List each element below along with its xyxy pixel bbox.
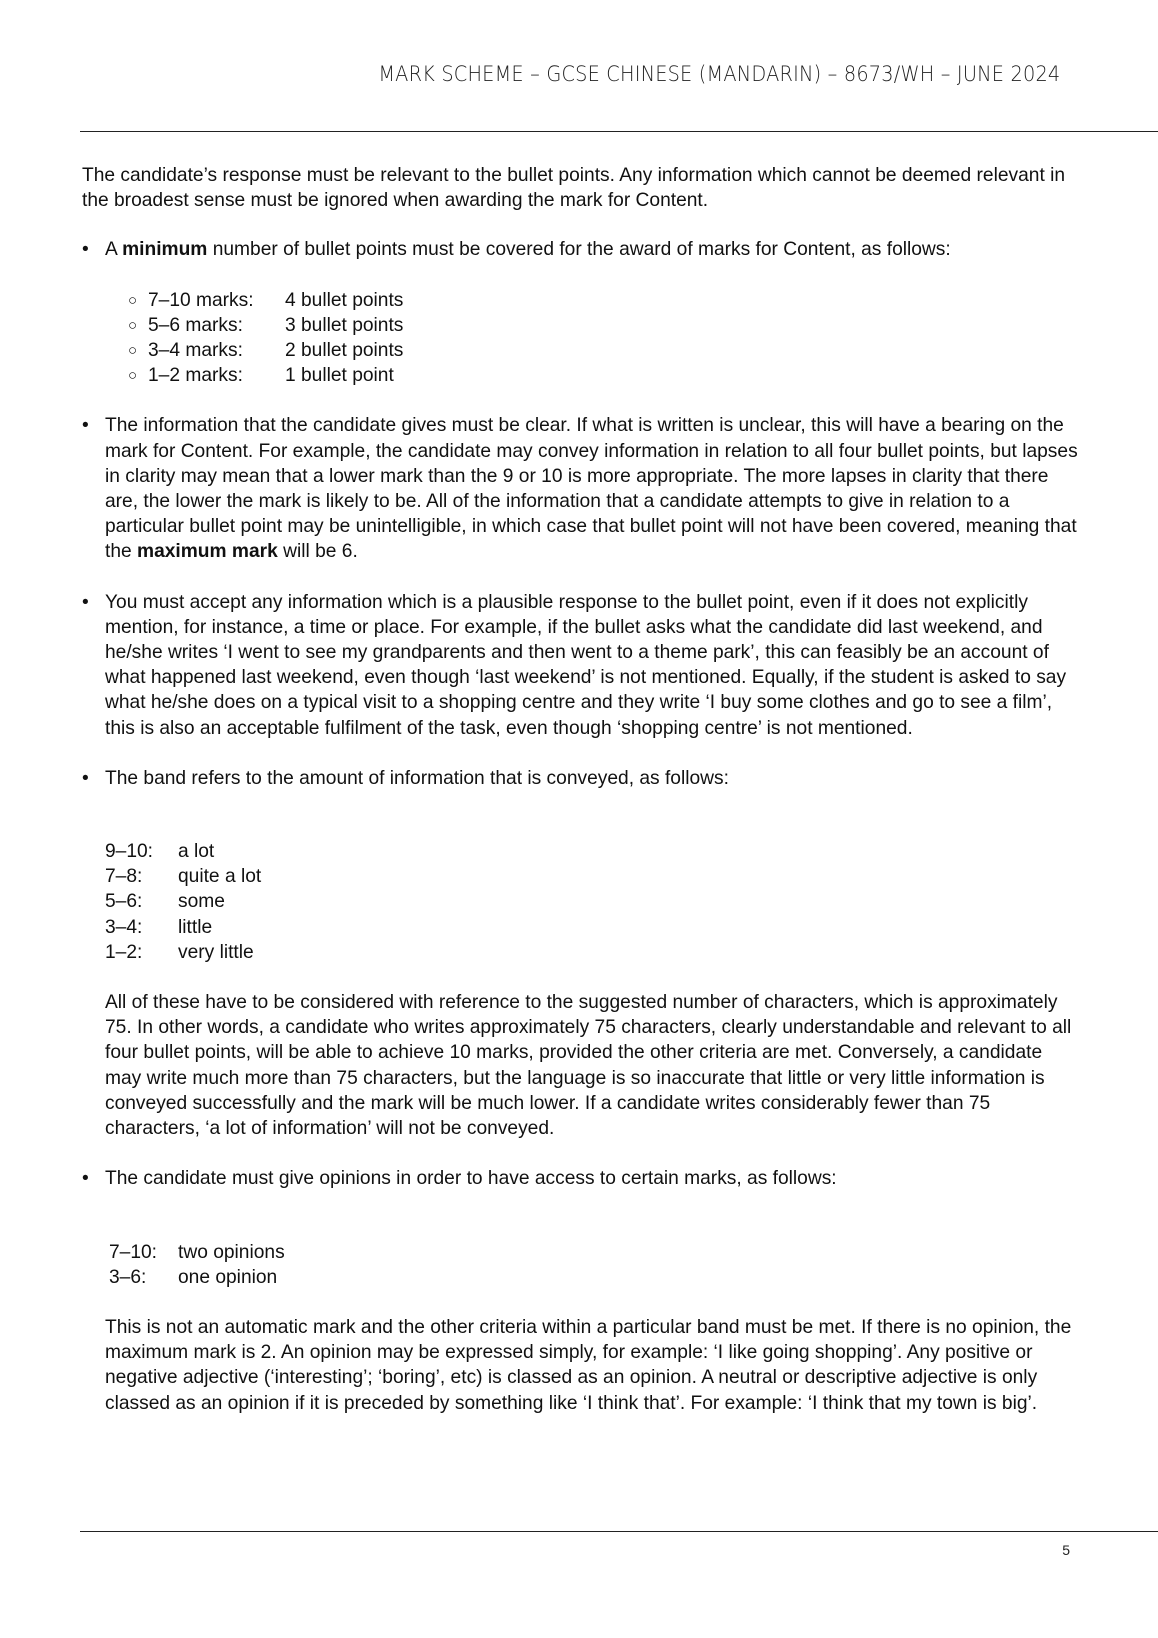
bullet-plausible-response: • You must accept any information which is a plausible response to the bullet point, even if it does not explicitly mention, for instance, a time or place. For example, if the bullet asks what the candidate did last weekend, and he/she writes ‘I went to see my grandparents and then went to a theme park’, this can feasibly be an account of what happened last weekend, even though ‘last weekend’ is not mentioned. Equally, if the student is asked to say what he/she does on a typical visit to a shopping centre and they write ‘I buy some clothes and go to see a film’, this is also an acceptable fulfilment of the task, even though ‘shopping centre’ is not mentioned. [82,591,1067,739]
bullet-icon: • [82,415,89,437]
bullet-band: • The band refers to the amount of information that is conveyed, as follows: [82,766,1082,791]
bullet-clarity: • The information that the candidate gives must be clear. If what is written is unclear, this will have a bearing on the mark for Content. For example, the candidate may convey information in relation to all four bullet points, but lapses in clarity may mean that a lower mark than the 9 or 10 is more appropriate. The more lapses in clarity that there are, the lower the mark is likely to be. All of the information that a candidate attempts to give in relation to a particular bullet point may be unintelligible, in which case that bullet point will not have been covered, meaning that the maximum mark will be 6. [82,415,1078,563]
table-row: 9–10: a lot [105,841,215,863]
bullet-icon: • [82,767,89,789]
band-table [105,839,1082,965]
bullet-icon: • [82,591,89,613]
table-row: 1–2: very little [105,941,254,963]
characters-paragraph: All of these have to be considered with reference to the suggested number of characters, which is approximately 75. In other words, a candidate who writes approximately 75 characters, clearly understandable and relevant to all four bullet points, will be able to achieve 10 marks, provided the other criteria are met. Conversely, a candidate may write much more than 75 characters, but the language is so inaccurate that little or very little information is conveyed successfully and the mark will be much lower. If a candidate writes considerably fewer than 75 characters, ‘a lot of information’ will not be conveyed. [105,992,1072,1140]
table-row: 3–4: little [105,916,213,938]
list-item: ○ 1–2 marks: 1 bullet point [128,363,1082,388]
list-item: ○ 3–4 marks: 2 bullet points [128,338,1082,363]
bullet-minimum-points: • A minimum number of bullet points must be covered for the award of marks for Content, as follows: ○ 7–10 marks: 4 bullet points ○ 5–6 marks: 3 bullet points ○ 3–4 marks: 2 bullet points ○ 1–2 marks: 1 bullet point [82,237,1082,388]
table-row: 3–6: one opinion [109,1266,278,1288]
opinion-paragraph: This is not an automatic mark and the other criteria within a particular band must be met. If there is no opinion, the maximum mark is 2. An opinion may be expressed simply, for example: ‘I like going shopping’. Any positive or negative adjective (‘interesting’; ‘boring’, etc) is classed as an opinion. A neutral or descriptive adjective is only classed as an opinion if it is preceded by something like ‘I think that’. For example: ‘I think that my town is big’. [105,1316,1072,1414]
table-row: 5–6: some [105,891,225,913]
page-header-title: MARK SCHEME – GCSE CHINESE (MANDARIN) – 8673/WH – JUNE 2024 [377,62,1060,86]
header-divider [80,131,1158,132]
bullet-opinions: • The candidate must give opinions in order to have access to certain marks, as follows: [82,1166,1082,1191]
table-row: 7–10: two opinions [109,1241,285,1263]
intro-paragraph: The candidate’s response must be relevant to the bullet points. Any information which cannot be deemed relevant in the broadest sense must be ignored when awarding the mark for Content. [82,165,1066,212]
bold-minimum: minimum [122,239,208,261]
opinions-table [109,1240,1082,1290]
bullet-icon: • [82,239,89,261]
bold-maximum-mark: maximum mark [137,541,278,563]
sub-bullet-icon: ○ [128,291,138,309]
sub-bullet-icon: ○ [128,316,138,334]
sub-bullet-icon: ○ [128,342,138,360]
document-body [82,163,1082,1441]
bullet-icon: • [82,1168,89,1190]
footer-divider [80,1531,1158,1532]
list-item: ○ 7–10 marks: 4 bullet points [128,288,1082,313]
list-item: ○ 5–6 marks: 3 bullet points [128,313,1082,338]
sub-bullet-icon: ○ [128,367,138,385]
table-row: 7–8: quite a lot [105,866,262,888]
page-number: 5 [1062,1542,1070,1558]
marks-bullet-points-list [128,288,1082,389]
